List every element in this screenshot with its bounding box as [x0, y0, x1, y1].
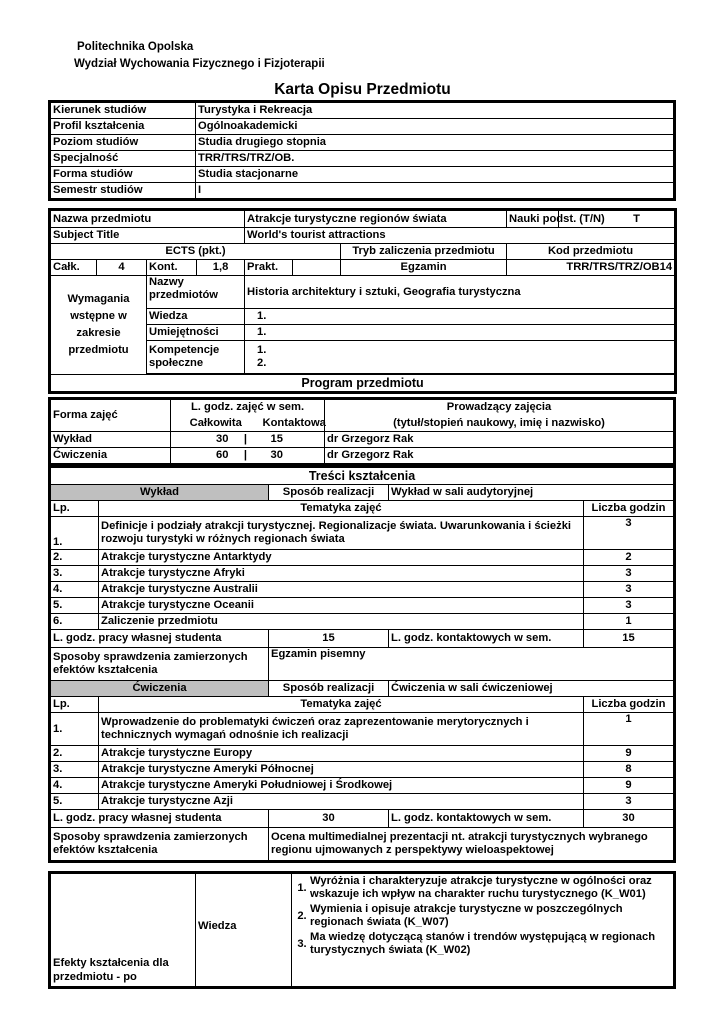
study-info-value: Studia stacjonarne	[196, 167, 674, 183]
prereq-umiej-value: 1.	[245, 325, 675, 341]
hours: 1	[583, 713, 673, 746]
contact-label: L. godz. kontaktowych w sem.	[389, 630, 584, 648]
own-work-label: L. godz. pracy własnej studenta	[51, 630, 269, 648]
program-title: Program przedmiotu	[51, 375, 675, 392]
prakt-label: Prakt.	[245, 260, 293, 276]
hours: 2	[583, 550, 673, 566]
hours: 3	[583, 794, 673, 810]
prakt-value	[293, 260, 341, 276]
calkowita-label: Całkowita	[171, 416, 261, 432]
contact-value: 15	[583, 630, 673, 648]
topic: Zaliczenie przedmiotu	[99, 614, 584, 630]
wyklad-label: Wykład	[51, 485, 269, 501]
lp: 5.	[51, 598, 99, 614]
lp: 4.	[51, 582, 99, 598]
efekty-wiedza-label: Wiedza	[196, 874, 292, 987]
lp: 3.	[51, 566, 99, 582]
efekty-list	[292, 874, 674, 987]
wyklad-method: Egzamin pisemny	[269, 648, 674, 681]
tresci-title: Treści kształcenia	[51, 468, 674, 485]
hours-separator: |	[231, 432, 261, 448]
subject-name: Atrakcje turystyczne regionów świata	[245, 211, 507, 228]
hours: 3	[583, 582, 673, 598]
hours: 9	[583, 746, 673, 762]
hours: 3	[583, 517, 673, 550]
liczba-label: Liczba godzin	[583, 501, 673, 517]
prereq-wiedza-label: Wiedza	[147, 309, 245, 325]
own-work-value: 30	[269, 810, 389, 828]
hours: 9	[583, 778, 673, 794]
kont-hours: 30	[261, 448, 325, 464]
document-title: Karta Opisu Przedmiotu	[274, 81, 451, 98]
prow-sub-label: (tytuł/stopień naukowy, imię i nazwisko)	[325, 416, 674, 432]
ects-label: ECTS (pkt.)	[51, 244, 341, 260]
calk-hours: 60	[171, 448, 231, 464]
hours: 8	[583, 762, 673, 778]
prereq-wiedza-value: 1.	[245, 309, 675, 325]
topic: Atrakcje turystyczne Oceanii	[99, 598, 584, 614]
efekty-label: Efekty kształcenia dla przedmiotu - po	[51, 874, 196, 987]
efekty-item-text: Wyróżnia i charakteryzuje atrakcje turystyczne w ogólności oraz wskazuje ich wpływ na charakter ruchu turystycznego (K_W01)	[310, 875, 652, 900]
study-info-value: Turystyka i Rekreacja	[196, 103, 674, 119]
sposob-label: Sposób realizacji	[269, 681, 389, 697]
study-info-label: Specjalność	[51, 151, 196, 167]
university-name: Politechnika Opolska	[77, 41, 194, 53]
lp: 2.	[51, 746, 99, 762]
topic: Atrakcje turystyczne Antarktydy	[99, 550, 584, 566]
hours: 1	[583, 614, 673, 630]
study-info-label: Poziom studiów	[51, 135, 196, 151]
efekty-item	[294, 931, 671, 957]
hours: 3	[583, 566, 673, 582]
tresci-table	[50, 467, 674, 861]
topic: Definicje i podziały atrakcji turystycznej. Regionalizacje świata. Uwarunkowania i ścieżki rozwoju turystyki w różnych regionach świata	[99, 517, 584, 550]
kontaktowa-label: Kontaktowa	[261, 416, 325, 432]
prowadzacy: dr Grzegorz Rak	[325, 448, 674, 464]
forma-cwiczenia: Ćwiczenia	[51, 448, 171, 464]
kod-value: TRR/TRS/TRZ/OB14	[507, 260, 675, 276]
topic: Atrakcje turystyczne Australii	[99, 582, 584, 598]
tryb-label: Tryb zaliczenia przedmiotu	[341, 244, 507, 260]
hours-separator: |	[231, 448, 261, 464]
calk-label: Całk.	[51, 260, 97, 276]
topic: Atrakcje turystyczne Azji	[99, 794, 584, 810]
study-info-label: Semestr studiów	[51, 183, 196, 199]
contact-value: 30	[583, 810, 673, 828]
lp-label: Lp.	[51, 501, 99, 517]
faculty-name: Wydział Wychowania Fizycznego i Fizjoterapii	[74, 58, 325, 70]
topic: Atrakcje turystyczne Ameryki Południowej i Środkowej	[99, 778, 584, 794]
topic: Wprowadzenie do problematyki ćwiczeń oraz zaprezentowanie merytorycznych i technicznych wymagań odnośnie ich realizacji	[99, 713, 584, 746]
efekty-item-number: 1.	[297, 881, 307, 894]
study-info-value: TRR/TRS/TRZ/OB.	[196, 151, 674, 167]
prereq-komp-value-1: 1.	[257, 344, 267, 356]
subject-title: World's tourist attractions	[245, 228, 675, 244]
study-info-label: Kierunek studiów	[51, 103, 196, 119]
prereq-label: Wymagania wstępne w zakresie przedmiotu	[51, 276, 147, 375]
efekty-table	[50, 873, 674, 987]
lp: 3.	[51, 762, 99, 778]
cwiczenia-method: Ocena multimedialnej prezentacji nt. atrakcji turystycznych wybranego regionu ujmowanych z perspektywy wieloaspektowej	[269, 828, 674, 861]
godz-label: L. godz. zajęć w sem.	[171, 400, 325, 416]
tematyka-label: Tematyka zajęć	[99, 501, 584, 517]
program-table	[50, 399, 674, 464]
cwiczenia-sposob: Ćwiczenia w sali ćwiczeniowej	[389, 681, 674, 697]
prereq-umiej-label: Umiejętności	[147, 325, 245, 341]
kont-value: 1,8	[197, 260, 245, 276]
cwiczenia-label: Ćwiczenia	[51, 681, 269, 697]
kont-label: Kont.	[147, 260, 197, 276]
contact-label: L. godz. kontaktowych w sem.	[389, 810, 584, 828]
lp: 1.	[51, 517, 99, 550]
efekty-item-text: Ma wiedzę dotyczącą stanów i trendów występującą w regionach turystycznych świata (K_W02)	[310, 931, 656, 956]
own-work-label: L. godz. pracy własnej studenta	[51, 810, 269, 828]
prereq-nazwy-label: Nazwy przedmiotów	[147, 276, 245, 309]
hours: 3	[583, 598, 673, 614]
efekty-item-number: 3.	[297, 937, 307, 950]
topic: Atrakcje turystyczne Ameryki Północnej	[99, 762, 584, 778]
topic: Atrakcje turystyczne Europy	[99, 746, 584, 762]
wyklad-sposob: Wykład w sali audytoryjnej	[389, 485, 674, 501]
study-info-value: Studia drugiego stopnia	[196, 135, 674, 151]
study-info-label: Profil kształcenia	[51, 119, 196, 135]
efekty-item-text: Wymienia i opisuje atrakcje turystyczne w poszczególnych regionach świata (K_W07)	[310, 903, 623, 928]
lp: 1.	[51, 713, 99, 746]
lp: 4.	[51, 778, 99, 794]
subject-table	[50, 210, 675, 392]
lp-label: Lp.	[51, 697, 99, 713]
prereq-komp-value	[245, 341, 675, 374]
nauki-value-text: T	[633, 212, 640, 225]
efekty-item	[294, 875, 671, 901]
prowadzacy: dr Grzegorz Rak	[325, 432, 674, 448]
tematyka-label: Tematyka zajęć	[99, 697, 584, 713]
prereq-nazwy-value: Historia architektury i sztuki, Geografia turystyczna	[245, 276, 675, 309]
study-info-value: I	[196, 183, 674, 199]
subject-title-label: Subject Title	[51, 228, 245, 244]
lp: 2.	[51, 550, 99, 566]
prereq-komp-label: Kompetencje społeczne	[147, 341, 245, 374]
prereq-komp-value-2: 2.	[257, 357, 267, 369]
efekty-item-number: 2.	[297, 909, 307, 922]
forma-label: Forma zajęć	[51, 400, 171, 432]
study-info-table	[50, 102, 674, 199]
efekty-item	[294, 903, 671, 929]
lp: 6.	[51, 614, 99, 630]
methods-label: Sposoby sprawdzenia zamierzonych efektów kształcenia	[51, 828, 269, 861]
calk-value: 4	[97, 260, 147, 276]
tryb-value: Egzamin	[341, 260, 507, 276]
prow-label: Prowadzący zajęcia	[325, 400, 674, 416]
nauki-label: Nauki podst. (T/N)	[507, 211, 559, 228]
study-info-value: Ogólnoakademicki	[196, 119, 674, 135]
methods-label: Sposoby sprawdzenia zamierzonych efektów kształcenia	[51, 648, 269, 681]
kod-label: Kod przedmiotu	[507, 244, 675, 260]
liczba-label: Liczba godzin	[583, 697, 673, 713]
forma-wyklad: Wykład	[51, 432, 171, 448]
own-work-value: 15	[269, 630, 389, 648]
study-info-label: Forma studiów	[51, 167, 196, 183]
sposob-label: Sposób realizacji	[269, 485, 389, 501]
calk-hours: 30	[171, 432, 231, 448]
kont-hours: 15	[261, 432, 325, 448]
lp: 5.	[51, 794, 99, 810]
topic: Atrakcje turystyczne Afryki	[99, 566, 584, 582]
subject-name-label: Nazwa przedmiotu	[51, 211, 245, 228]
